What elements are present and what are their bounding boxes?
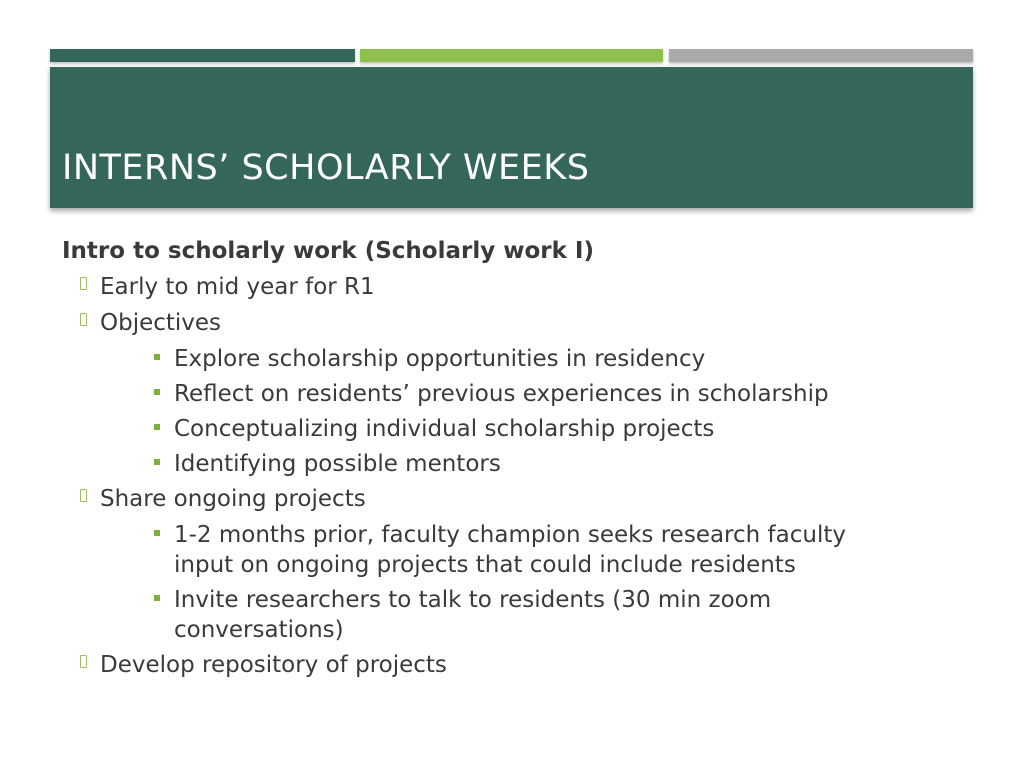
bullet-item (62, 484, 962, 514)
slide-title: INTERNS’ SCHOLARLY WEEKS (62, 148, 590, 188)
square-bullet-icon (154, 459, 160, 465)
sub-bullet-text: Identifying possible mentors (174, 451, 501, 477)
hollow-square-bullet-icon (80, 277, 87, 290)
section-heading: Intro to scholarly work (Scholarly work I) (62, 238, 594, 264)
accent-bar-dark-green (50, 49, 355, 62)
sub-bullet-text: Invite researchers to talk to residents (30 min zoom conversations) (174, 587, 772, 643)
square-bullet-icon (154, 595, 160, 601)
square-bullet-icon (154, 389, 160, 395)
bullet-text: Early to mid year for R1 (100, 274, 375, 300)
bullet-item (62, 650, 962, 680)
title-banner (50, 67, 973, 208)
sub-bullet-item (62, 520, 894, 580)
slide-body (62, 236, 962, 686)
bullet-item (62, 308, 962, 338)
hollow-square-bullet-icon (80, 489, 87, 502)
sub-bullet-item (62, 585, 894, 645)
sub-bullet-item (62, 344, 962, 374)
sub-bullet-item (62, 414, 962, 444)
bullet-text: Develop repository of projects (100, 652, 447, 678)
bullet-text: Objectives (100, 310, 222, 336)
bullet-text: Share ongoing projects (100, 486, 366, 512)
hollow-square-bullet-icon (80, 655, 87, 668)
accent-bar-light-green (360, 49, 663, 62)
sub-bullet-item (62, 379, 962, 409)
bullet-item (62, 272, 962, 302)
square-bullet-icon (154, 424, 160, 430)
square-bullet-icon (154, 354, 160, 360)
sub-bullet-text: Explore scholarship opportunities in residency (174, 346, 706, 372)
sub-bullet-text: Reflect on residents’ previous experiences in scholarship (174, 381, 829, 407)
square-bullet-icon (154, 530, 160, 536)
sub-bullet-text: 1-2 months prior, faculty champion seeks research faculty input on ongoing projects that could include residents (174, 522, 846, 578)
accent-bar-gray (669, 49, 973, 62)
sub-bullet-text: Conceptualizing individual scholarship projects (174, 416, 715, 442)
sub-bullet-item (62, 449, 962, 479)
hollow-square-bullet-icon (80, 313, 87, 326)
